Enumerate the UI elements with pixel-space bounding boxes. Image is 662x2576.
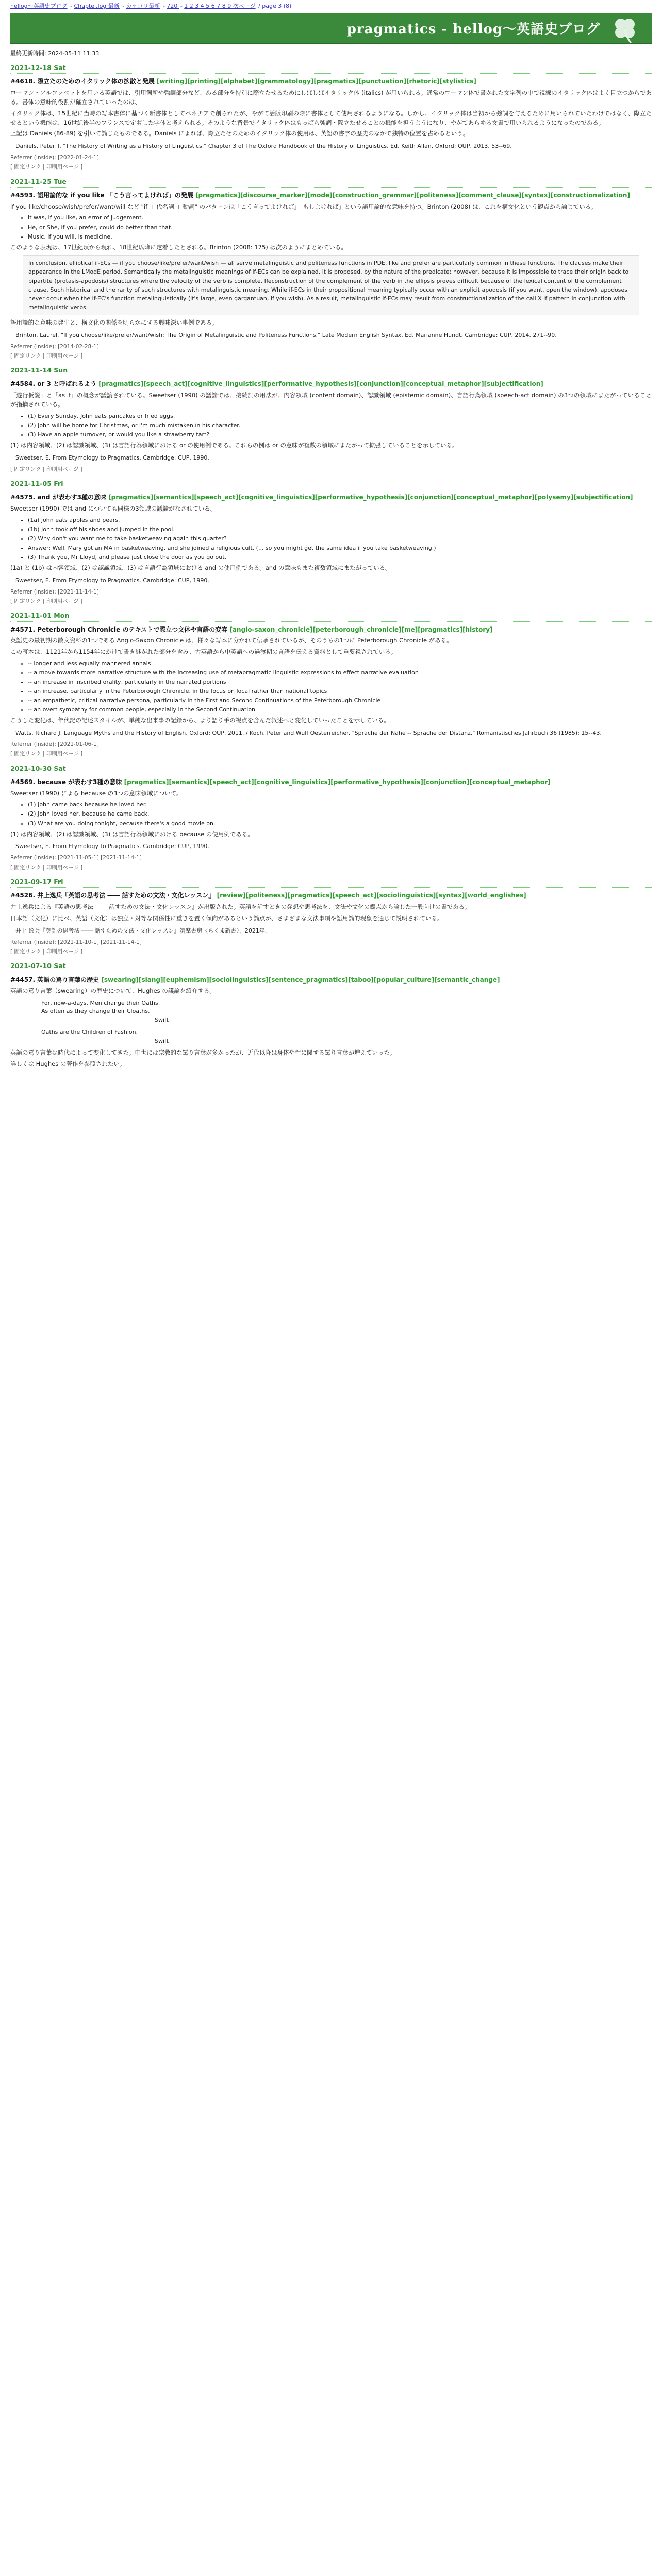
nav-link-category[interactable]: カテゴリ最新 <box>126 3 160 9</box>
site-title: pragmatics - hellog〜英語史ブログ <box>346 22 600 38</box>
entry-paragraph: Sweetser (1990) では and についても同様の3領域の議論がなされている。 <box>10 504 217 512</box>
entry-title <box>10 891 652 901</box>
entry-paragraph: 井上逸兵による『英語の思考法 ―― 話すための文法・文化レッスン』が出版された。英語を話すときの発想や思考法を、文法や文化の観点から論じた一般向けの書である。 <box>10 903 471 910</box>
entry-4593 <box>10 177 652 360</box>
citation: Daniels, Peter T. "The History of Writing as a History of Linguistics." Chapter 3 of The Oxford Handbook of the History of Linguistics. Ed. Keith Allan. Oxford: OUP, 2013. 53--69. <box>15 143 512 150</box>
page-wrapper <box>0 0 662 1069</box>
example-item: • He, or She, if you prefer, could do better than that. <box>28 223 652 232</box>
entry-date: 2021-12-18 Sat <box>10 63 652 74</box>
entry-4526 <box>10 877 652 956</box>
entry-4571 <box>10 611 652 758</box>
entry-4575 <box>10 479 652 605</box>
example-item: • -- an overt sympathy for common people, especially in the Second Continuation <box>28 705 652 714</box>
example-item: • Music, if you will, is medicine. <box>28 232 652 241</box>
entry-4618 <box>10 63 652 172</box>
entry-date: 2021-09-17 Fri <box>10 877 652 888</box>
example-item: • -- an empathetic, critical narrative persona, particularly in the First and Second Continuations of the Peterborough Chronicle <box>28 696 652 705</box>
poem-author: Swift <box>155 1016 169 1023</box>
entry-tags[interactable]: [review][politeness][pragmatics][speech_act][sociolinguistics][syntax][world_englishes] <box>217 892 526 900</box>
entry-tags[interactable]: [pragmatics][discourse_marker][mode][construction_grammar][politeness][comment_clause][syntax][constructionalization] <box>195 192 630 199</box>
poem-author: Swift <box>155 1037 169 1044</box>
entry-paragraph: 日本語（文化）に比べ、英語（文化）は独立・対等な関係性に重きを置く傾向があるという論点が、さまざまな文法事項や語用論的現象を通じて説明されている。 <box>10 914 443 922</box>
entry-paragraph: 語用論的な意味の発生と、構文化の関係を明らかにする興味深い事例である。 <box>10 318 218 326</box>
example-item: • (1) John came back because he loved her. <box>28 800 652 809</box>
nav-link-home[interactable]: hellog〜英語史ブログ <box>10 3 68 9</box>
entry-title-text[interactable]: #4593. 語用論的な if you like 「こう言ってよければ」の発展 <box>10 192 193 199</box>
entry-tags[interactable]: [writing][printing][alphabet][grammatology][pragmatics][punctuation][rhetoric][stylistics] <box>156 78 476 86</box>
entry-tags[interactable]: [swearing][slang][euphemism][sociolinguistics][sentence_pragmatics][taboo][popular_culture][semantic_change] <box>101 976 500 984</box>
entry-date: 2021-11-05 Fri <box>10 479 652 489</box>
example-item: • -- a move towards more narrative structure with the increasing use of metapragmatic linguistic expressions to effect narrative evaluation <box>28 668 652 677</box>
entry-title-text[interactable]: #4618. 際立たのためのイタリック体の拡散と発展 <box>10 78 155 86</box>
entry-title <box>10 379 652 389</box>
citation: Sweetser, E. From Etymology to Pragmatics. Cambridge: CUP, 1990. <box>15 454 209 461</box>
entry-title-text[interactable]: #4526. 井上逸兵『英語の思考法 ―― 話すための文法・文化レッスン』 <box>10 892 215 900</box>
example-item: • (3) Have an apple turnover, or would you like a strawberry tart? <box>28 430 652 439</box>
nav-link-720[interactable]: 720 <box>167 3 179 9</box>
top-navigation: hellog〜英語史ブログ - Chaptel.log 最新 - カテゴリ最新 - 720 - 1 2 3 4 5 6 7 8 9 次ページ / page 3 (8) <box>10 3 292 9</box>
poem-quote <box>41 999 621 1046</box>
entry-tags[interactable]: [pragmatics][semantics][speech_act][cognitive_linguistics][performative_hypothesis][conjunction][conceptual_metaphor] <box>124 778 551 786</box>
entry-title <box>10 77 652 87</box>
permalink[interactable]: [ 固定リンク | 印刷用ページ ] <box>10 598 83 605</box>
entry-4457 <box>10 961 652 1069</box>
entry-paragraph: イタリック体は、15世紀に当時の写本書体に基づく新書体としてベネチアで創られたが、やがて活版印刷の際に書体として使用されるようになる。しかし、イタリック体は当初から強調を与えるために用いられていたわけではなく、際立たせるという機能は、16世紀後半のフランスで定着した字体と考えられる。そのような背景でイタリック体はもっぱら強調・際立たせることの機能を担うようになり、やがてあらゆる文書で用いられるようになったのである。 <box>10 109 652 126</box>
entry-date: 2021-07-10 Sat <box>10 961 652 972</box>
entry-paragraph: (1) は内容領域、(2) は認識領域、(3) は言語行為領域における or の使用例である。これらの例は or の意味が複数の領域にまたがって拡張していることを示している。 <box>10 441 458 449</box>
permalink[interactable]: [ 固定リンク | 印刷用ページ ] <box>10 751 83 757</box>
entry-title-text[interactable]: #4584. or 3 と呼ばれるよう <box>10 380 97 388</box>
entry-paragraph: 英語の罵り言葉は時代によって変化してきた。中世には宗教的な罵り言葉が多かったが、近代以降は身体や性に関する罵り言葉が増えていった。 <box>10 1049 396 1057</box>
clover-logo-icon <box>606 14 642 45</box>
nav-link-changelog[interactable]: Chaptel.log 最新 <box>74 3 120 9</box>
entry-title-text[interactable]: #4569. because が表わす3種の意味 <box>10 778 122 786</box>
entry-title-text[interactable]: #4457. 英語の罵り言葉の歴史 <box>10 976 100 984</box>
nav-link-pages[interactable]: 1 2 3 4 5 6 7 8 9 次ページ <box>184 3 256 9</box>
entry-paragraph: 「遂行仮説」と「as if」の概念が議論されている。Sweetser (1990) の議論では、接続詞の用法が、内容領域 (content domain)、認識領域 (epistemic domain)、言語行為領域 (speech-act domain) の3つの領域にまたがっていることが指摘されている。 <box>10 392 652 408</box>
entry-paragraph: (1) は内容領域、(2) は認識領域、(3) は言語行為領域における because の使用例である。 <box>10 830 254 838</box>
entry-title <box>10 191 652 200</box>
entry-paragraph: ローマン・アルファベットを用いる英語では、引用箇所や強調部分など、ある部分を特別に際立たせるためにしばしばイタリック体 (italics) が用いられる。通常のローマン体で書かれた文字列の中で視線のイタリック体はよく目立つからである。書体の意味的役割が確立されていったのは、 <box>10 89 652 106</box>
example-item: • (2) John will be home for Christmas, or I'm much mistaken in his character. <box>28 421 652 430</box>
referrer[interactable]: Referrer (Inside): [2021-11-05-1] [2021-11-14-1] <box>10 855 142 861</box>
poem-line: For, now-a-days, Men change their Oaths, <box>41 999 160 1006</box>
entry-paragraph: こうした変化は、年代記の記述スタイルが、単純な出来事の記録から、より語り手の視点を含んだ叙述へと変化していったことを示している。 <box>10 717 390 724</box>
example-list <box>28 800 652 827</box>
entry-title-text[interactable]: #4575. and が表わす3種の意味 <box>10 494 106 501</box>
example-item: • (1) Every Sunday, John eats pancakes or fried eggs. <box>28 412 652 420</box>
entry-date: 2021-11-25 Tue <box>10 177 652 188</box>
entry-paragraph: このような表現は、17世紀頃から現れ、18世紀以降に定着したとされる。Brinton (2008: 175) は次のようにまとめている。 <box>10 243 347 251</box>
citation: Brinton, Laurel. "If you choose/like/prefer/want/wish: The Origin of Metalinguistic and Politeness Functions." Late Modern English Syntax. Ed. Marianne Hundt. Cambridge: CUP, 2014. 271--90. <box>15 331 557 338</box>
citation: Watts, Richard J. Language Myths and the History of English. Oxford: OUP, 2011. / Koch, Peter and Wulf Oesterreicher. "Sprache der Nähe -- Sprache der Distanz." Romanistisches Jahrbuch 36 (1985): 15--43. <box>15 730 602 737</box>
example-list <box>28 516 652 562</box>
example-item: • -- longer and less equally mannered annals <box>28 659 652 668</box>
permalink[interactable]: [ 固定リンク | 印刷用ページ ] <box>10 466 83 472</box>
example-item: • -- an increase in inscribed orality, particularly in the narrated portions <box>28 677 652 686</box>
citation: Sweetser, E. From Etymology to Pragmatics. Cambridge: CUP, 1990. <box>15 577 209 584</box>
referrer[interactable]: Referrer (Inside): [2021-01-06-1] <box>10 741 99 748</box>
permalink[interactable]: [ 固定リンク | 印刷用ページ ] <box>10 352 83 359</box>
entry-paragraph: 上記は Daniels (86-89) を引いて論じたものである。Daniels によれば、際立たせのためのイタリック体の使用は、英語の書字の歴史のなかで独特の位置を占めるという。 <box>10 130 469 138</box>
nav-page-indicator: page 3 (8) <box>262 3 292 9</box>
referrer[interactable]: Referrer (Inside): [2022-01-24-1] <box>10 155 99 161</box>
entry-paragraph: (1a) と (1b) は内容領域、(2) は認識領域、(3) は言語行為領域における and の使用例である。and の意味もまた複数領域にまたがっている。 <box>10 564 391 571</box>
referrer[interactable]: Referrer (Inside): [2021-11-10-1] [2021-11-14-1] <box>10 939 142 945</box>
example-item: • (3) Thank you, Mr Lloyd, and please just close the door as you go out. <box>28 553 652 562</box>
last-updated: 最終更新時間: 2024-05-11 11:33 <box>10 50 100 57</box>
example-list <box>28 213 652 241</box>
permalink[interactable]: [ 固定リンク | 印刷用ページ ] <box>10 948 83 955</box>
example-item: • (3) What are you doing tonight, because there's a good movie on. <box>28 819 652 828</box>
entry-date: 2021-11-14 Sun <box>10 365 652 376</box>
example-item: • (2) John loved her, because he came back. <box>28 809 652 818</box>
entry-date: 2021-10-30 Sat <box>10 764 652 774</box>
quote-block: In conclusion, elliptical if-ECs — if you choose/like/prefer/want/wish — all serve metalinguistic and politeness functions in PDE, like and prefer are particularly common in these functions. The clauses make their appearance in the LModE period. Semantically the metalinguistic meanings of if-ECs can be explained, it is proposed, by the nature of the predicate; however, because it is impossible to trace their origin back to bipartite (protasis-apodosis) structures where the velocity of the verb is complete. Reconstruction of the complement of the verb in the ellipsis proves difficult because of the lexical content of the complement clause. Such historical and the rarity of such structures with metalinguistic meaning. While if-ECs in their propositional meaning typically occur with an explicit apodosis (if you want, open the window), apodoses never occur when the if-EC's function metalinguistically (it's large, even gargantuan, if you wish). As a result, metalinguistic if-ECs may result from constructionalization of the call X if pattern in conjunction with metalinguistic verbs. <box>23 255 639 315</box>
poem-line: As often as they change their Cloaths. <box>41 1008 150 1015</box>
permalink[interactable]: [ 固定リンク | 印刷用ページ ] <box>10 864 83 871</box>
site-header <box>10 13 652 44</box>
entry-date: 2021-11-01 Mon <box>10 611 652 621</box>
example-list <box>28 412 652 439</box>
example-item: • Answer: Well, Mary got an MA in basketweaving, and she joined a religious cult. (... so you might get the same idea if you take basketweaving.) <box>28 544 652 552</box>
entry-title <box>10 777 652 787</box>
entry-title-text[interactable]: #4571. Peterborough Chronicle のテキストで際立つ文体や言語の変容 <box>10 625 228 633</box>
entry-paragraph: if you like/choose/wish/prefer/want/will など "if + 代名詞 + 動詞" のパターンは「こう言ってよければ」「もしよければ」という語用論的な意味を持つ。Brinton (2008) は、これを構文化という観点から論じている。 <box>10 202 597 210</box>
referrer[interactable]: Referrer (Inside): [2014-02-28-1] <box>10 343 99 350</box>
entry-title <box>10 975 652 985</box>
entry-paragraph: 英語の罵り言葉（swearing）の歴史について、Hughes の議論を紹介する。 <box>10 987 216 995</box>
example-list <box>28 659 652 714</box>
entry-title <box>10 493 652 502</box>
example-item: • (1b) John took off his shoes and jumped in the pool. <box>28 525 652 534</box>
entry-paragraph: この写本は、1121年から1154年にかけて書き継がれた部分を含み、古英語から中英語への過渡期の言語を伝える資料として重要視されている。 <box>10 648 397 656</box>
entry-title <box>10 625 652 635</box>
entry-paragraph: 英語史の最初期の散文資料の1つである Anglo-Saxon Chronicle は、様々な写本に分かれて伝承されているが、そのうちの1つに Peterborough Chronicle がある。 <box>10 637 453 645</box>
example-item: • It was, if you like, an error of judgement. <box>28 213 652 222</box>
example-item: • (2) Why don't you want me to take basketweaving again this quarter? <box>28 534 652 543</box>
entry-4584 <box>10 365 652 473</box>
citation: 井上 逸兵『英語の思考法 ―― 話すための文法・文化レッスン』筑摩書房〈ちくま新書〉，2021年． <box>15 927 271 934</box>
entry-paragraph: 詳しくは Hughes の著作を参照されたい。 <box>10 1060 126 1068</box>
example-item: • (1a) John eats apples and pears. <box>28 516 652 524</box>
entry-tags[interactable]: [anglo-saxon_chronicle][peterborough_chronicle][me][pragmatics][history] <box>229 625 493 633</box>
example-item: • -- an increase, particularly in the Peterborough Chronicle, in the focus on local rather than national topics <box>28 687 652 696</box>
referrer[interactable]: Referrer (Inside): [2021-11-14-1] <box>10 588 99 595</box>
poem-line: Oaths are the Children of Fashion. <box>41 1029 138 1036</box>
entry-tags[interactable]: [pragmatics][speech_act][cognitive_linguistics][performative_hypothesis][conjunction][conceptual_metaphor][subjectification] <box>98 380 543 388</box>
entry-tags[interactable]: [pragmatics][semantics][speech_act][cognitive_linguistics][performative_hypothesis][conjunction][conceptual_metaphor][polysemy][subjectification] <box>108 494 633 501</box>
permalink[interactable]: [ 固定リンク | 印刷用ページ ] <box>10 164 83 171</box>
citation: Sweetser, E. From Etymology to Pragmatics. Cambridge: CUP, 1990. <box>15 843 209 850</box>
entry-paragraph: Sweetser (1990) による because の3つの意味領域について。 <box>10 789 183 797</box>
entry-4569 <box>10 764 652 872</box>
